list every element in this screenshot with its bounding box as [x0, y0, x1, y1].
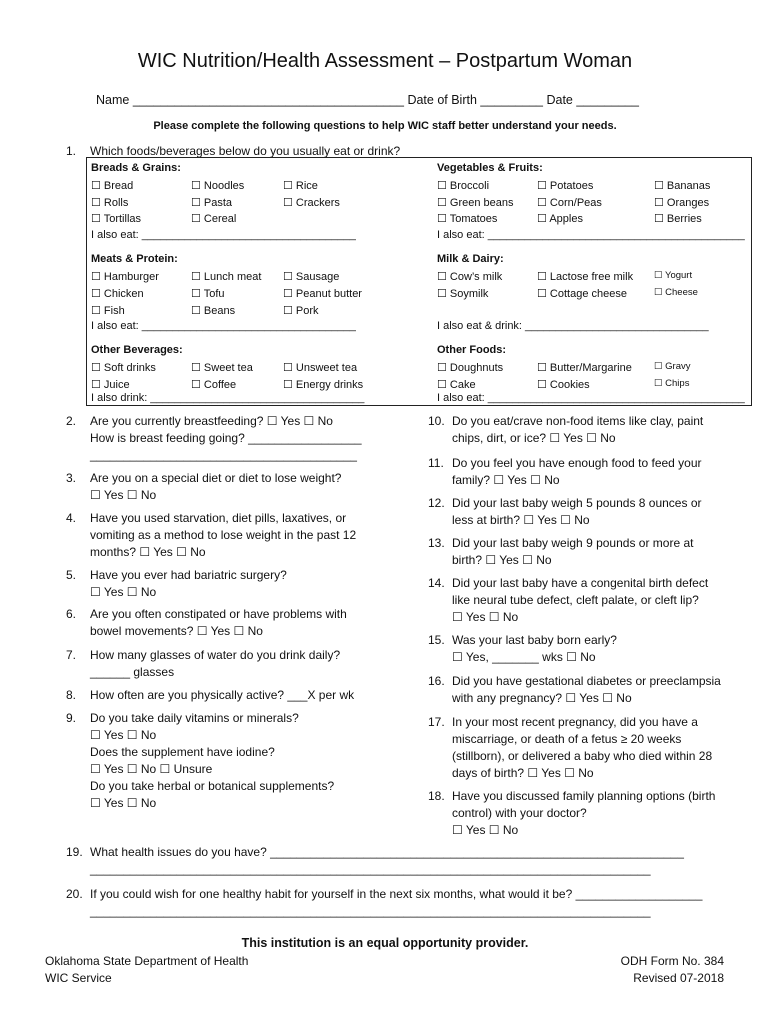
food-label: Energy drinks — [295, 378, 364, 391]
food-label: Juice — [103, 378, 130, 391]
checkbox-icon[interactable]: ☐ — [91, 180, 104, 192]
revision-date: Revised 07-2018 — [633, 971, 724, 985]
org-service: WIC Service — [45, 971, 112, 985]
section-heading-milk: Milk & Dairy: — [437, 253, 504, 265]
question-19-text[interactable]: What health issues do you have? ______________________________________________________________ — [90, 845, 684, 859]
food-label: Tortillas — [103, 213, 142, 225]
food-checkbox-veg-3[interactable] — [437, 196, 514, 209]
question-18 — [428, 788, 716, 839]
food-label: Cookies — [549, 378, 590, 391]
section-heading-meats: Meats & Protein: — [91, 253, 178, 265]
question-line[interactable]: bowel movements? ☐ Yes ☐ No — [90, 624, 263, 638]
food-checkbox-bev-4[interactable] — [191, 378, 236, 391]
food-checkbox-meats-6[interactable] — [91, 304, 125, 317]
question-number: 8. — [66, 688, 77, 702]
checkbox-icon[interactable]: ☐ — [437, 288, 450, 300]
question-line: Have you ever had bariatric surgery? — [90, 568, 287, 582]
section-heading-beverages: Other Beverages: — [91, 344, 183, 356]
question-line: Have you discussed family planning options (birth — [452, 789, 716, 803]
date-label: Date — [546, 93, 573, 107]
header-fields — [96, 93, 639, 107]
checkbox-icon[interactable]: ☐ — [283, 362, 296, 374]
question-11 — [428, 455, 702, 489]
food-label: Cottage cheese — [549, 288, 627, 300]
food-checkbox-breads-1[interactable] — [191, 179, 244, 192]
food-checkbox-milk-1[interactable] — [537, 270, 633, 283]
section-heading-breads: Breads & Grains: — [91, 162, 181, 174]
checkbox-icon[interactable]: ☐ — [654, 270, 665, 281]
also-drink[interactable]: I also drink: ___________________________________ — [91, 392, 365, 404]
instructions: Please complete the following questions to help WIC staff better understand your needs. — [153, 120, 617, 132]
food-checkbox-bev-1[interactable] — [191, 361, 253, 374]
food-checkbox-meats-0[interactable] — [91, 270, 159, 283]
question-number: 1. — [66, 144, 77, 158]
food-label: Coffee — [203, 378, 237, 391]
page-title: WIC Nutrition/Health Assessment – Postpartum Woman — [137, 50, 633, 72]
food-checkbox-milk-3[interactable] — [437, 287, 488, 300]
food-checkbox-meats-8[interactable] — [283, 304, 319, 317]
food-checkbox-breads-5[interactable] — [283, 196, 340, 209]
food-label: Bananas — [666, 180, 711, 192]
food-checkbox-other-2[interactable] — [654, 361, 691, 372]
question-7 — [66, 647, 341, 681]
question-line: Did your last baby weigh 9 pounds or more at — [452, 536, 694, 550]
question-3 — [66, 470, 342, 504]
question-line: vomiting as a method to lose weight in the past 12 — [90, 528, 357, 542]
checkbox-icon[interactable]: ☐ — [437, 378, 450, 391]
question-19-line2[interactable]: ____________________________________________________________________________________ — [90, 862, 651, 876]
question-line[interactable]: ______ glasses — [90, 665, 175, 679]
checkbox-icon[interactable]: ☐ — [437, 180, 450, 192]
food-label: Cake — [449, 378, 476, 391]
date-field[interactable]: _________ — [576, 93, 639, 107]
dob-field[interactable]: _________ — [480, 93, 543, 107]
checkbox-icon[interactable]: ☐ — [283, 196, 296, 209]
question-17 — [428, 714, 713, 782]
food-checkbox-meats-3[interactable] — [91, 287, 144, 300]
question-8 — [66, 687, 355, 704]
food-label: Beans — [203, 305, 236, 317]
question-line: Did your last baby have a congenital birth defect — [452, 576, 709, 590]
question-number: 17. — [428, 715, 445, 729]
food-label: Hamburger — [103, 271, 159, 283]
question-number: 20. — [66, 887, 83, 901]
also-eat-milk[interactable]: I also eat & drink: ______________________________ — [437, 320, 709, 332]
question-line[interactable]: ☐ Yes ☐ No — [90, 488, 157, 502]
food-checkbox-milk-0[interactable] — [437, 270, 502, 283]
food-checkbox-breads-0[interactable] — [91, 179, 133, 192]
question-9 — [66, 710, 335, 812]
checkbox-icon[interactable]: ☐ — [191, 362, 204, 374]
checkbox-icon[interactable]: ☐ — [191, 213, 204, 225]
checkbox-icon[interactable]: ☐ — [191, 288, 204, 300]
question-number: 11. — [428, 456, 444, 470]
checkbox-icon[interactable]: ☐ — [537, 378, 550, 391]
question-number: 12. — [428, 496, 445, 510]
question-12 — [428, 495, 702, 529]
question-number: 3. — [66, 471, 77, 485]
question-10 — [428, 413, 704, 447]
food-label: Bread — [103, 180, 134, 192]
food-checkbox-other-4[interactable] — [537, 378, 590, 391]
checkbox-icon[interactable]: ☐ — [191, 305, 204, 317]
food-label: Peanut butter — [295, 288, 362, 300]
question-line: Did your last baby weigh 5 pounds 8 ounces or — [452, 496, 702, 510]
question-2 — [66, 413, 362, 464]
food-checkbox-milk-5[interactable] — [654, 287, 698, 298]
checkbox-icon[interactable]: ☐ — [654, 180, 667, 192]
org-name: Oklahoma State Department of Health — [45, 954, 249, 968]
question-line[interactable]: birth? ☐ Yes ☐ No — [452, 553, 552, 567]
food-label: Unsweet tea — [295, 362, 358, 374]
food-checkbox-meats-5[interactable] — [283, 287, 362, 300]
question-line: In your most recent pregnancy, did you have a — [452, 715, 698, 729]
checkbox-icon[interactable]: ☐ — [537, 271, 550, 283]
food-label: Cereal — [203, 213, 237, 225]
question-number: 9. — [66, 711, 77, 725]
food-checkbox-other-3[interactable] — [437, 378, 476, 391]
food-checkbox-breads-3[interactable] — [91, 196, 128, 209]
question-line[interactable]: chips, dirt, or ice? ☐ Yes ☐ No — [452, 431, 616, 445]
question-line[interactable]: ☐ Yes ☐ No — [90, 728, 157, 742]
checkbox-icon[interactable]: ☐ — [91, 305, 104, 317]
checkbox-icon[interactable]: ☐ — [537, 196, 550, 209]
food-label: Pasta — [203, 196, 233, 209]
question-line[interactable]: days of birth? ☐ Yes ☐ No — [452, 766, 594, 780]
checkbox-icon[interactable]: ☐ — [283, 378, 296, 391]
food-checkbox-veg-2[interactable] — [654, 179, 710, 192]
checkbox-icon[interactable]: ☐ — [537, 362, 550, 374]
checkbox-icon[interactable]: ☐ — [283, 180, 296, 192]
section-heading-veg: Vegetables & Fruits: — [437, 162, 543, 174]
checkbox-icon[interactable]: ☐ — [283, 305, 296, 317]
food-checkbox-veg-5[interactable] — [654, 196, 709, 209]
question-13 — [428, 535, 694, 569]
question-line: Are you on a special diet or diet to lose weight? — [90, 471, 342, 485]
checkbox-icon[interactable]: ☐ — [654, 361, 666, 372]
question-15 — [428, 632, 617, 666]
question-1 — [66, 144, 400, 158]
food-label: Potatoes — [549, 180, 594, 192]
form-number: ODH Form No. 384 — [620, 954, 724, 968]
checkbox-icon[interactable]: ☐ — [191, 271, 204, 283]
checkbox-icon[interactable]: ☐ — [91, 362, 104, 374]
question-20 — [66, 887, 702, 901]
question-line: Was your last baby born early? — [452, 633, 617, 647]
checkbox-icon[interactable]: ☐ — [537, 213, 550, 225]
question-14 — [428, 575, 709, 626]
food-label: Green beans — [449, 196, 514, 209]
food-label: Lunch meat — [203, 271, 262, 283]
question-line: Are you often constipated or have problems with — [90, 607, 347, 621]
question-number: 6. — [66, 607, 77, 621]
food-label: Cheese — [665, 287, 698, 298]
food-checkbox-meats-4[interactable] — [191, 287, 225, 300]
food-checkbox-meats-2[interactable] — [283, 270, 339, 283]
question-line[interactable]: How is breast feeding going? _________________ — [90, 431, 362, 445]
food-label: Noodles — [203, 180, 245, 192]
question-line: Did you have gestational diabetes or preeclampsia — [452, 674, 721, 688]
food-label: Gravy — [665, 361, 691, 372]
food-checkbox-bev-3[interactable] — [91, 378, 130, 391]
question-line[interactable]: less at birth? ☐ Yes ☐ No — [452, 513, 590, 527]
question-number: 14. — [428, 576, 445, 590]
food-checkbox-veg-8[interactable] — [654, 212, 702, 225]
question-line[interactable]: ☐ Yes, _______ wks ☐ No — [452, 650, 596, 664]
question-6 — [66, 606, 347, 640]
also-eat-other[interactable]: I also eat: __________________________________________ — [437, 392, 745, 404]
question-number: 16. — [428, 674, 445, 688]
question-line[interactable]: months? ☐ Yes ☐ No — [90, 545, 206, 559]
food-label: Sweet tea — [203, 362, 253, 374]
question-line: control) with your doctor? — [452, 806, 587, 820]
question-19 — [66, 845, 684, 859]
question-4 — [66, 510, 357, 561]
food-label: Corn/Peas — [549, 196, 602, 209]
checkbox-icon[interactable]: ☐ — [91, 378, 104, 391]
food-label: Tofu — [203, 288, 225, 300]
question-text: Which foods/beverages below do you usually eat or drink? — [90, 144, 401, 158]
also-eat-breads[interactable]: I also eat: ___________________________________ — [91, 229, 356, 241]
food-checkbox-meats-7[interactable] — [191, 304, 235, 317]
food-checkbox-veg-4[interactable] — [537, 196, 602, 209]
section-heading-other: Other Foods: — [437, 344, 507, 356]
also-eat-veg[interactable]: I also eat: __________________________________________ — [437, 229, 745, 241]
question-number: 4. — [66, 511, 77, 525]
question-line[interactable]: with any pregnancy? ☐ Yes ☐ No — [452, 691, 632, 705]
food-checkbox-other-1[interactable] — [537, 361, 632, 374]
food-label: Rolls — [103, 196, 129, 209]
food-label: Oranges — [666, 196, 710, 209]
checkbox-icon[interactable]: ☐ — [437, 196, 450, 209]
checkbox-icon[interactable]: ☐ — [191, 180, 204, 192]
question-5 — [66, 567, 287, 601]
question-line: Do you take herbal or botanical supplements? — [90, 779, 335, 793]
food-checkbox-meats-1[interactable] — [191, 270, 261, 283]
question-line: Do you take daily vitamins or minerals? — [90, 711, 299, 725]
question-number: 2. — [66, 414, 77, 428]
question-line: How many glasses of water do you drink daily? — [90, 648, 341, 662]
checkbox-icon[interactable]: ☐ — [191, 378, 204, 391]
food-checkbox-bev-5[interactable] — [283, 378, 363, 391]
question-line[interactable]: family? ☐ Yes ☐ No — [452, 473, 560, 487]
question-line[interactable]: ☐ Yes ☐ No — [452, 823, 519, 837]
question-line[interactable]: ☐ Yes ☐ No — [452, 610, 519, 624]
food-label: Butter/Margarine — [549, 362, 632, 374]
question-line: miscarriage, or death of a fetus ≥ 20 weeks — [452, 732, 682, 746]
name-label: Name — [96, 93, 130, 107]
question-16 — [428, 673, 721, 707]
dob-label: Date of Birth — [407, 93, 477, 107]
checkbox-icon[interactable]: ☐ — [654, 196, 667, 209]
checkbox-icon[interactable]: ☐ — [537, 180, 550, 192]
food-checkbox-veg-1[interactable] — [537, 179, 593, 192]
food-label: Tomatoes — [449, 213, 498, 225]
food-checkbox-bev-2[interactable] — [283, 361, 357, 374]
equal-opportunity-statement: This institution is an equal opportunity provider. — [241, 936, 529, 950]
food-label: Doughnuts — [449, 362, 504, 374]
food-checkbox-other-0[interactable] — [437, 361, 503, 374]
question-line: Do you eat/crave non-food items like clay, paint — [452, 414, 704, 428]
question-line[interactable]: How often are you physically active? ___X per wk — [90, 688, 355, 702]
food-checkbox-breads-6[interactable] — [91, 212, 141, 225]
food-label: Soymilk — [449, 288, 489, 300]
also-eat-meats[interactable]: I also eat: ___________________________________ — [91, 320, 356, 332]
food-label: Chicken — [103, 288, 144, 300]
food-label: Berries — [666, 213, 702, 225]
question-line: Does the supplement have iodine? — [90, 745, 275, 759]
checkbox-icon[interactable]: ☐ — [437, 213, 450, 225]
checkbox-icon[interactable]: ☐ — [537, 288, 550, 300]
question-line[interactable]: ________________________________________ — [90, 448, 357, 462]
food-checklist-box — [86, 157, 752, 406]
question-number: 19. — [66, 845, 83, 859]
question-line: Have you used starvation, diet pills, laxatives, or — [90, 511, 347, 525]
food-label: Yogurt — [664, 270, 693, 281]
food-label: Broccoli — [449, 180, 490, 192]
food-checkbox-veg-6[interactable] — [437, 212, 497, 225]
food-label: Rice — [295, 180, 318, 192]
food-checkbox-veg-0[interactable] — [437, 179, 489, 192]
question-line: (stillborn), or delivered a baby who died within 28 — [452, 749, 713, 763]
question-line[interactable]: ☐ Yes ☐ No ☐ Unsure — [90, 762, 213, 776]
question-number: 18. — [428, 789, 445, 803]
food-label: Fish — [103, 305, 125, 317]
food-label: Chips — [665, 377, 690, 389]
food-checkbox-breads-7[interactable] — [191, 212, 236, 225]
food-label: Lactose free milk — [549, 271, 634, 283]
question-number: 5. — [66, 568, 77, 582]
checkbox-icon[interactable]: ☐ — [437, 362, 450, 374]
question-line[interactable]: ☐ Yes ☐ No — [90, 796, 157, 810]
food-label: Sausage — [295, 271, 340, 283]
food-checkbox-milk-2[interactable] — [654, 270, 692, 281]
question-20-text[interactable]: If you could wish for one healthy habit for yourself in the next six months, what would it be? ___________________ — [90, 887, 703, 901]
food-checkbox-breads-2[interactable] — [283, 179, 318, 192]
name-field[interactable]: _______________________________________ — [132, 93, 404, 107]
food-label: Soft drinks — [103, 362, 156, 374]
checkbox-icon[interactable]: ☐ — [283, 288, 296, 300]
question-line: Do you feel you have enough food to feed your — [452, 456, 702, 470]
food-label: Apples — [549, 213, 583, 225]
checkbox-icon[interactable]: ☐ — [283, 271, 296, 283]
food-label: Cow’s milk — [449, 271, 503, 283]
question-line[interactable]: Are you currently breastfeeding? ☐ Yes ☐ No — [90, 414, 333, 428]
checkbox-icon[interactable]: ☐ — [91, 288, 104, 300]
question-number: 7. — [66, 648, 77, 662]
checkbox-icon[interactable]: ☐ — [654, 287, 666, 298]
checkbox-icon[interactable]: ☐ — [91, 196, 104, 209]
question-20-line2[interactable]: ____________________________________________________________________________________ — [90, 904, 651, 918]
question-number: 15. — [428, 633, 445, 647]
food-checkbox-milk-4[interactable] — [537, 287, 627, 300]
food-checkbox-other-5[interactable] — [654, 378, 689, 389]
checkbox-icon[interactable]: ☐ — [191, 196, 204, 209]
checkbox-icon[interactable]: ☐ — [91, 213, 104, 225]
checkbox-icon[interactable]: ☐ — [654, 377, 666, 389]
question-line: like neural tube defect, cleft palate, or cleft lip? — [452, 593, 699, 607]
food-checkbox-breads-4[interactable] — [191, 196, 232, 209]
checkbox-icon[interactable]: ☐ — [437, 271, 450, 283]
food-label: Crackers — [295, 196, 340, 209]
checkbox-icon[interactable]: ☐ — [91, 271, 104, 283]
question-line[interactable]: ☐ Yes ☐ No — [90, 585, 157, 599]
food-checkbox-veg-7[interactable] — [537, 212, 583, 225]
checkbox-icon[interactable]: ☐ — [654, 213, 667, 225]
food-checkbox-bev-0[interactable] — [91, 361, 156, 374]
food-label: Pork — [295, 305, 319, 317]
question-number: 10. — [428, 414, 445, 428]
question-number: 13. — [428, 536, 445, 550]
